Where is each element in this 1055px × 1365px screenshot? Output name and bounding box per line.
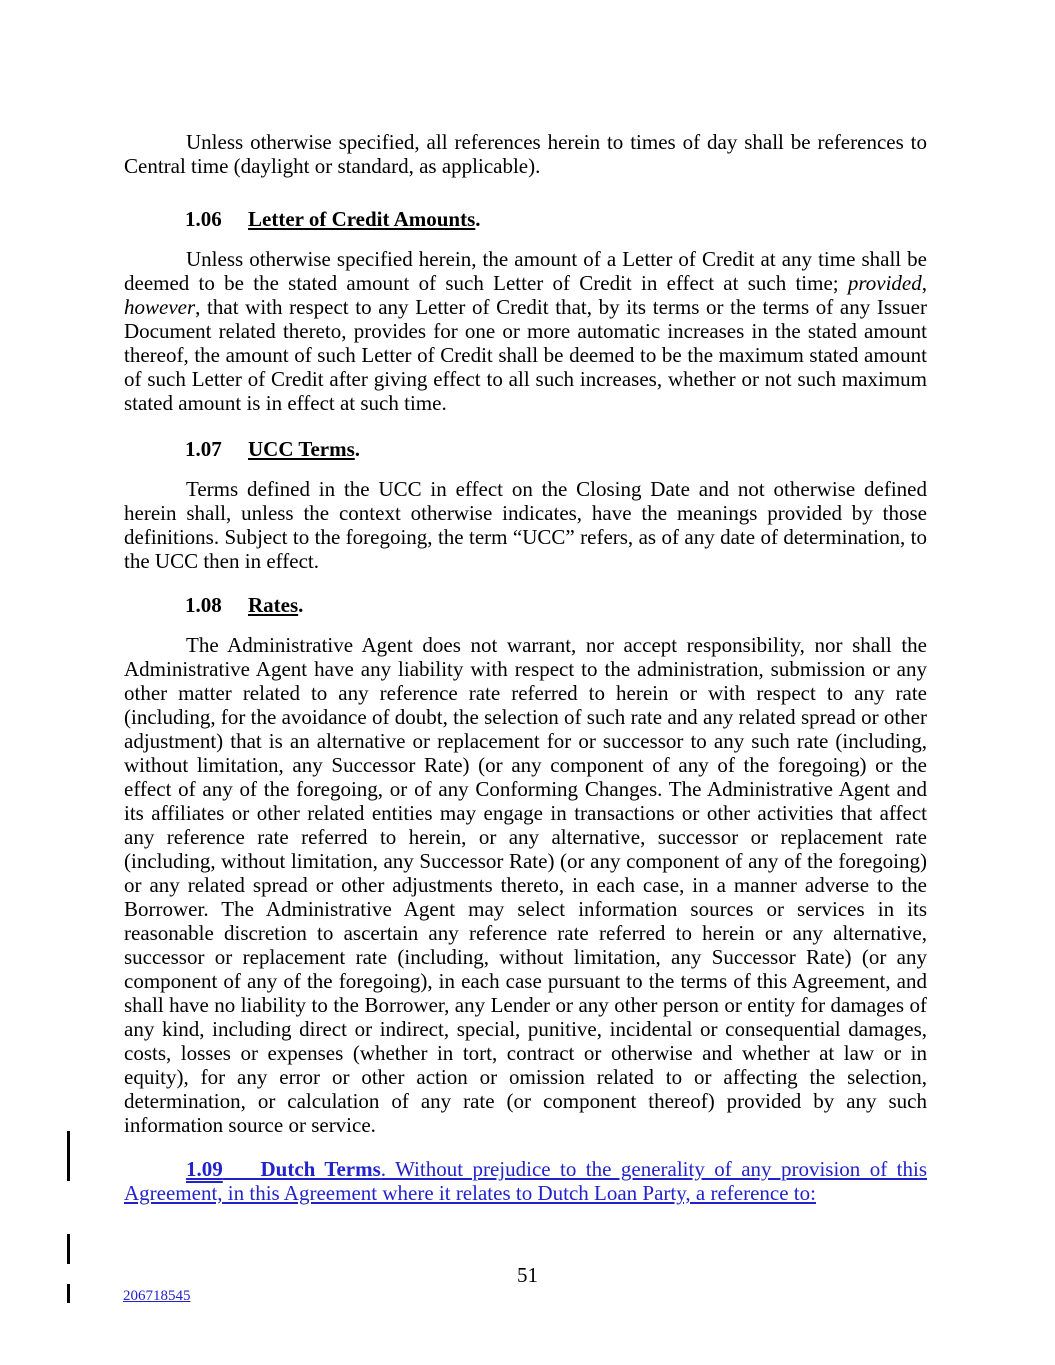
section-1-09-inserted-paragraph xyxy=(124,1157,927,1205)
tab-space xyxy=(223,1157,261,1181)
change-bar xyxy=(67,1131,70,1181)
section-title: UCC Terms xyxy=(248,437,355,461)
change-bar xyxy=(67,1234,70,1264)
section-body-1-08: The Administrative Agent does not warrant, nor accept responsibility, nor shall the Administrative Agent have any liability with respect to the administration, submission or any other matter related to any reference rate referred to herein or with respect to any rate (including, for the avoidance of doubt, the selection of such rate and any related spread or other adjustment) that is an alternative or replacement for or successor to any such rate (including, without limitation, any Successor Rate) (or any component of any of the foregoing) or the effect of any of the foregoing, or of any Conforming Changes. The Administrative Agent and its affiliates or other related entities may engage in transactions or other activities that affect any reference rate referred to herein, or any alternative, successor or replacement rate (including, without limitation, any Successor Rate) (or any component of any of the foregoing) or any related spread or other adjustments thereto, in each case, in a manner adverse to the Borrower. The Administrative Agent may select information sources or services in its reasonable discretion to ascertain any reference rate referred to herein or any alternative, successor or replacement rate (including, without limitation, any Successor Rate) (or any component of any of the foregoing), in each case pursuant to the terms of this Agreement, and shall have no liability to the Borrower, any Lender or any other person or entity for damages of any kind, including direct or indirect, special, punitive, incidental or consequential damages, costs, losses or expenses (whether in tort, contract or otherwise and whether at law or in equity), for any error or other action or omission related to or affecting the selection, determination, or calculation of any rate (or component thereof) provided by any such information source or service. xyxy=(124,633,927,1137)
page-number: 51 xyxy=(517,1263,538,1287)
section-title: Rates xyxy=(248,593,299,617)
section-number: 1.08 xyxy=(185,593,222,617)
section-body-1-06 xyxy=(124,247,927,415)
section-body-1-07: Terms defined in the UCC in effect on the Closing Date and not otherwise defined herein shall, unless the context otherwise indicates, have the meanings provided by those definitions. Subject to the foregoing, the term “UCC” refers, as of any date of determination, to the UCC then in effect. xyxy=(124,477,927,573)
section-title: Letter of Credit Amounts xyxy=(248,207,476,231)
intro-paragraph: Unless otherwise specified, all references herein to times of day shall be references to Central time (daylight or standard, as applicable). xyxy=(124,130,927,178)
section-title-period: . xyxy=(354,437,361,461)
section-heading-1-08 xyxy=(124,593,927,617)
section-heading-1-07 xyxy=(124,437,927,461)
section-number: 1.06 xyxy=(185,207,222,231)
body-text: , xyxy=(921,271,927,295)
body-text: Unless otherwise specified herein, the amount of a Letter of Credit at any time shall be deemed to be the stated amount of such Letter of Credit in effect at such time; xyxy=(124,247,927,295)
body-text: , that with respect to any Letter of Credit that, by its terms or the terms of any Issuer Document related thereto, provides for one or more automatic increases in the stated amount thereof, the amount of such Letter of Credit shall be deemed to be the maximum stated amount of such Letter of Credit after giving effect to all such increases, whether or not such maximum stated amount is in effect at such time. xyxy=(124,295,927,415)
section-number: 1.09 xyxy=(186,1157,223,1181)
section-title: Dutch Terms xyxy=(260,1157,381,1181)
document-content xyxy=(124,130,927,1205)
section-title-period: . xyxy=(475,207,481,231)
doc-number: 206718545 xyxy=(123,1288,191,1304)
section-number: 1.07 xyxy=(185,437,222,461)
italic-provided: provided xyxy=(847,271,922,295)
section-heading-1-06 xyxy=(124,207,927,231)
italic-however: however xyxy=(124,295,196,319)
section-title-period: . xyxy=(298,593,304,617)
inserted-text: . Without prejudice to the generality of any provision of this Agreement, in this Agreement where it relates to Dutch Loan Party, a reference to: xyxy=(124,1157,927,1205)
